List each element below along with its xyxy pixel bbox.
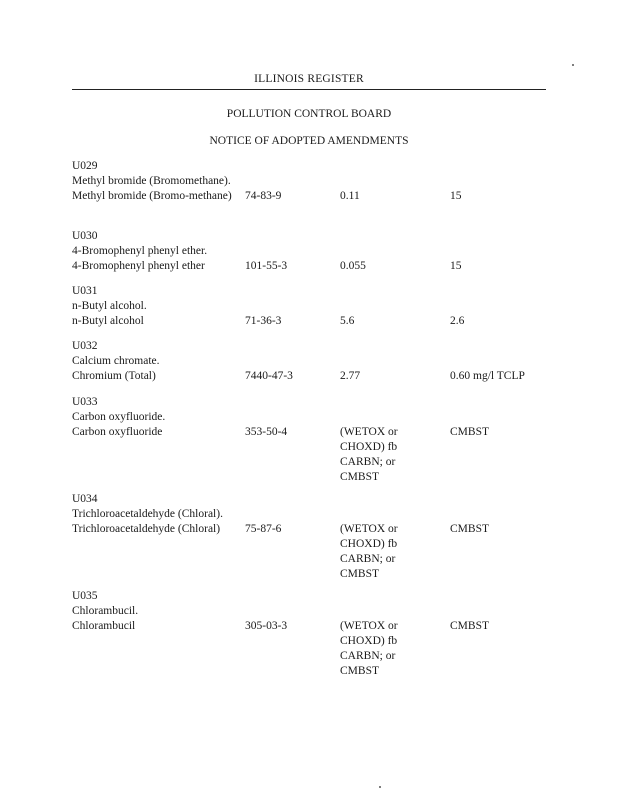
scan-speck [379,786,381,788]
constituent-name: n-Butyl alcohol [72,315,144,327]
constituent-row [72,314,552,329]
constituent-name: Chlorambucil [72,620,136,632]
waste-description: Trichloroacetaldehyde (Chloral). [72,508,223,520]
nonwastewater-standard: CMBST [450,426,489,438]
nonwastewater-standard: 0.60 mg/l TCLP [450,370,525,382]
wastewater-standard: 2.77 [340,370,361,382]
waste-description: Calcium chromate. [72,355,160,367]
wastewater-standard: (WETOX or CHOXD) fb CARBN; or CMBST [340,620,398,677]
waste-entry-u031 [72,284,552,329]
constituent-name: Methyl bromide (Bromo-methane) [72,190,232,202]
waste-code: U032 [72,340,98,352]
constituent-name: 4-Bromophenyl phenyl ether [72,260,205,272]
waste-entry-u030 [72,229,552,274]
waste-code: U029 [72,160,98,172]
waste-description: n-Butyl alcohol. [72,300,147,312]
cas-number: 7440-47-3 [245,370,293,382]
constituent-name: Carbon oxyfluoride [72,426,163,438]
cas-number: 75-87-6 [245,523,282,535]
waste-description: Carbon oxyfluoride. [72,411,166,423]
waste-entry-u034 [72,492,552,580]
wastewater-standard: (WETOX or CHOXD) fb CARBN; or CMBST [340,426,398,483]
wastewater-standard: 0.055 [340,260,366,272]
waste-code: U035 [72,590,98,602]
waste-description: Chlorambucil. [72,605,139,617]
waste-entry-u033 [72,395,552,483]
scan-speck [572,64,574,66]
constituent-row [72,189,552,204]
waste-entry-u029 [72,159,552,204]
waste-description: 4-Bromophenyl phenyl ether. [72,245,208,257]
cas-number: 71-36-3 [245,315,282,327]
waste-entry-u032 [72,339,552,384]
constituent-row [72,425,552,483]
nonwastewater-standard: 15 [450,260,462,272]
nonwastewater-standard: CMBST [450,620,489,632]
constituent-name: Trichloroacetaldehyde (Chloral) [72,523,221,535]
waste-code: U031 [72,285,98,297]
nonwastewater-standard: 2.6 [450,315,465,327]
nonwastewater-standard: CMBST [450,523,489,535]
notice-title: NOTICE OF ADOPTED AMENDMENTS [209,135,409,147]
waste-entry-u035 [72,589,552,677]
constituent-row [72,369,552,384]
waste-code: U030 [72,230,98,242]
cas-number: 74-83-9 [245,190,282,202]
board-title: POLLUTION CONTROL BOARD [226,108,392,120]
constituent-name: Chromium (Total) [72,370,156,382]
header-rule [72,89,546,90]
cas-number: 101-55-3 [245,260,288,272]
constituent-row [72,619,552,677]
cas-number: 353-50-4 [245,426,288,438]
wastewater-standard: (WETOX or CHOXD) fb CARBN; or CMBST [340,523,398,580]
nonwastewater-standard: 15 [450,190,462,202]
waste-description: Methyl bromide (Bromomethane). [72,175,231,187]
wastewater-standard: 0.11 [340,190,360,202]
cas-number: 305-03-3 [245,620,288,632]
waste-code: U034 [72,493,98,505]
wastewater-standard: 5.6 [340,315,355,327]
register-title: ILLINOIS REGISTER [254,73,364,85]
constituent-row [72,522,552,580]
constituent-row [72,259,552,274]
waste-code: U033 [72,396,98,408]
